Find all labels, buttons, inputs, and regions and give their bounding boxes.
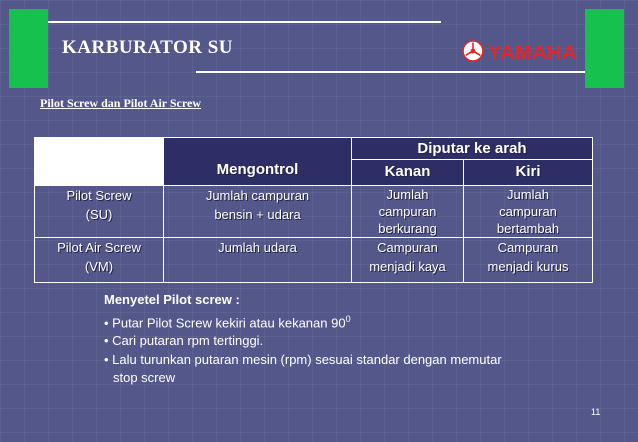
row-control-line: bensin + udara: [214, 207, 301, 222]
table-corner-cell: [35, 138, 164, 186]
row-name-line: (SU): [85, 207, 113, 222]
notes-item-text: • Putar Pilot Screw kekiri atau kekanan 90: [104, 314, 346, 330]
table-row: [35, 238, 593, 283]
row-kiri-cell: [464, 238, 593, 283]
row-control-cell: [164, 238, 352, 283]
row-kiri-line: Campuran: [497, 240, 559, 255]
table-row: [35, 186, 593, 238]
row-name-cell: [35, 186, 164, 238]
notes-item-superscript: 0: [345, 313, 351, 324]
row-kanan-cell: [352, 238, 464, 283]
slide-title: KARBURATOR SU: [62, 37, 234, 58]
top-divider-line: [48, 21, 441, 23]
row-control-line: Jumlah campuran: [205, 188, 310, 203]
brand-logo: [462, 40, 577, 67]
notes-item-continuation: stop screw: [113, 370, 176, 386]
header-kanan: Kanan: [352, 160, 464, 186]
row-kanan-cell: [352, 186, 464, 238]
right-green-bar: [585, 9, 624, 88]
notes-item: • Cari putaran rpm tertinggi.: [104, 333, 264, 349]
notes-block: [104, 291, 502, 388]
row-kanan-line: berkurang: [378, 221, 437, 236]
brand-name: YAMAHA: [488, 42, 577, 64]
row-kanan-line: campuran: [378, 204, 437, 219]
header-mengontrol: Mengontrol: [164, 138, 352, 186]
row-control-cell: [164, 186, 352, 238]
row-name-line: Pilot Air Screw: [57, 240, 141, 255]
row-kanan-line: menjadi kaya: [369, 259, 446, 274]
row-kanan-line: Jumlah: [386, 187, 429, 202]
row-kanan-line: Campuran: [377, 240, 438, 255]
slide-subtitle: Pilot Screw dan Pilot Air Screw: [40, 96, 201, 110]
row-kiri-line: campuran: [499, 204, 557, 219]
notes-item: [104, 310, 502, 333]
page-number: 11: [591, 407, 601, 417]
header-kiri: Kiri: [464, 160, 593, 186]
row-control-line: Jumlah udara: [218, 240, 297, 255]
notes-item: • Lalu turunkan putaran mesin (rpm) sesuai standar dengan memutar: [104, 351, 502, 367]
row-kiri-line: menjadi kurus: [487, 259, 569, 274]
notes-title: Menyetel Pilot screw :: [104, 292, 240, 307]
row-name-cell: [35, 238, 164, 283]
row-kiri-line: Jumlah: [507, 187, 549, 202]
row-kiri-cell: [464, 186, 593, 238]
pilot-screw-table: [34, 137, 593, 283]
row-name-line: (VM): [84, 259, 114, 274]
row-name-line: Pilot Screw: [66, 188, 132, 203]
left-green-bar: [9, 9, 48, 88]
yamaha-tuning-fork-logo-icon: [462, 40, 484, 67]
row-kiri-line: bertambah: [496, 221, 560, 236]
title-divider-line: [196, 71, 585, 73]
header-diputar: Diputar ke arah: [352, 138, 593, 160]
